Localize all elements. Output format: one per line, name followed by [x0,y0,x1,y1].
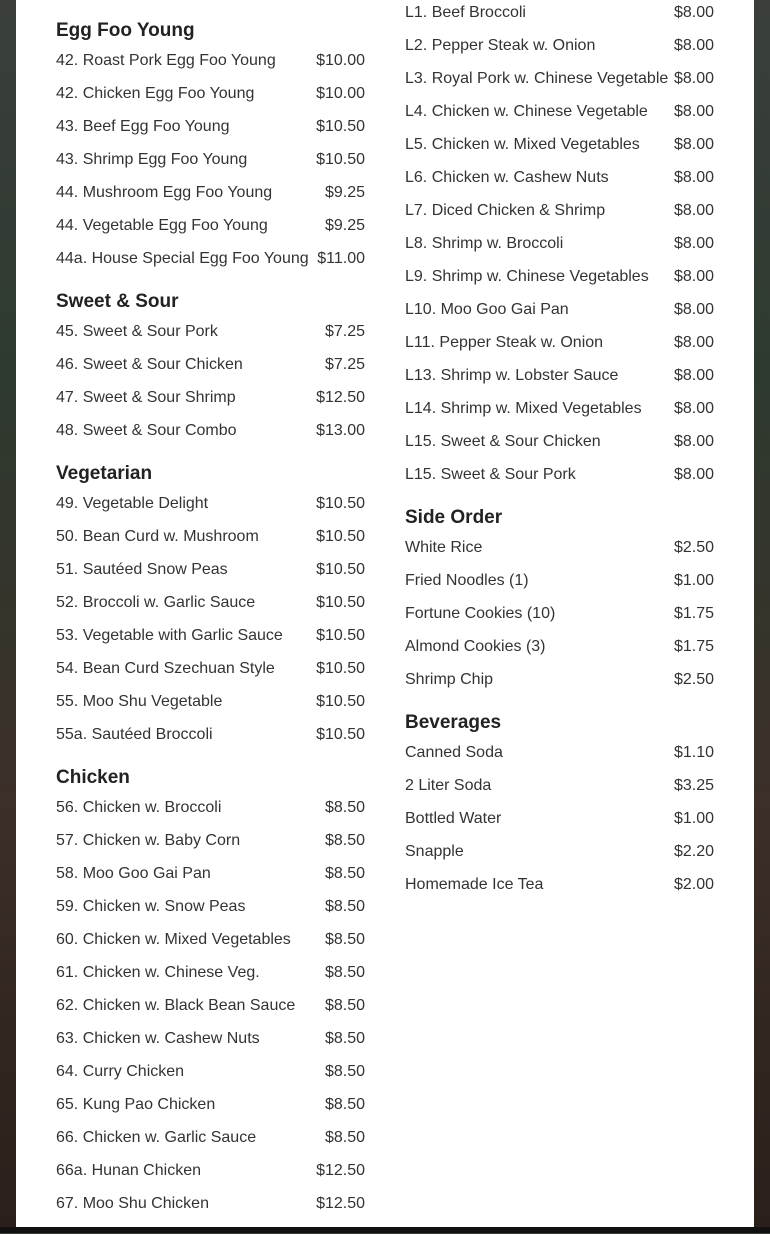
menu-item [56,315,365,348]
menu-item-name: 53. Vegetable with Garlic Sauce [56,626,283,644]
menu-item-price: $10.00 [316,51,365,69]
menu-item [56,110,365,143]
menu-item-price: $10.50 [316,725,365,743]
menu-item-name: L3. Royal Pork w. Chinese Vegetable [405,69,669,87]
menu-item-name: Fried Noodles (1) [405,571,529,589]
menu-item-name: 64. Curry Chicken [56,1062,185,1080]
menu-item-name: L14. Shrimp w. Mixed Vegetables [405,399,642,417]
menu-item [56,824,365,857]
menu-item [405,293,714,326]
menu-item-price: $8.00 [673,102,714,120]
menu-item [56,242,365,275]
menu-item [405,868,714,901]
menu-item [405,630,714,663]
menu-item-name: Fortune Cookies (10) [405,604,556,622]
menu-item [56,685,365,718]
menu-item-name: 44a. House Special Egg Foo Young [56,249,309,267]
menu-item-name: 61. Chicken w. Chinese Veg. [56,963,260,981]
menu-item [405,227,714,260]
menu-item-price: $8.50 [324,1029,365,1047]
menu-item-name: 50. Bean Curd w. Mushroom [56,527,259,545]
menu-item [405,564,714,597]
menu-item-price: $8.00 [673,168,714,186]
menu-item-name: L6. Chicken w. Cashew Nuts [405,168,609,186]
menu-item-price: $10.50 [316,560,365,578]
menu-item [56,586,365,619]
menu-item-price: $8.00 [673,3,714,21]
menu-item-price: $3.25 [673,776,714,794]
menu-item-price: $9.25 [324,183,365,201]
menu-item-name: L13. Shrimp w. Lobster Sauce [405,366,619,384]
menu-item-price: $8.50 [324,930,365,948]
menu-item-price: $8.00 [673,366,714,384]
menu-item-price: $10.50 [316,626,365,644]
menu-item [56,1154,365,1187]
menu-item-price: $11.00 [317,249,365,267]
menu-item [405,128,714,161]
menu-item-price: $1.00 [673,809,714,827]
menu-item [56,619,365,652]
menu-item-name: 48. Sweet & Sour Combo [56,421,237,439]
menu-item-price: $9.25 [324,216,365,234]
menu-item-price: $12.50 [316,388,365,406]
menu-item-name: L1. Beef Broccoli [405,3,526,21]
menu-item [405,663,714,696]
menu-item-name: 60. Chicken w. Mixed Vegetables [56,930,291,948]
menu-item [56,923,365,956]
menu-item-price: $8.00 [673,300,714,318]
menu-item-price: $8.00 [673,234,714,252]
menu-item [56,381,365,414]
menu-item-price: $8.00 [673,135,714,153]
menu-item [405,62,714,95]
menu-item [405,425,714,458]
menu-item-price: $8.00 [673,399,714,417]
menu-item [56,718,365,751]
menu-item-name: L2. Pepper Steak w. Onion [405,36,596,54]
menu-item-name: Homemade Ice Tea [405,875,544,893]
menu-item-name: 56. Chicken w. Broccoli [56,798,222,816]
menu-item-price: $10.50 [316,494,365,512]
menu-item-name: 51. Sautéed Snow Peas [56,560,228,578]
menu-column-right [405,0,714,915]
menu-item [405,29,714,62]
menu-item-price: $8.50 [324,1128,365,1146]
menu-item-name: 66a. Hunan Chicken [56,1161,201,1179]
menu-item-name: 66. Chicken w. Garlic Sauce [56,1128,257,1146]
menu-item-price: $1.75 [673,604,714,622]
menu-item [56,520,365,553]
menu-item-price: $8.00 [673,201,714,219]
menu-item [405,0,714,29]
menu-item-name: Bottled Water [405,809,502,827]
menu-section-egg-foo-young [56,18,365,275]
menu-item-name: 44. Mushroom Egg Foo Young [56,183,273,201]
menu-item-name: 2 Liter Soda [405,776,492,794]
menu-item-name: 58. Moo Goo Gai Pan [56,864,211,882]
menu-item-price: $1.00 [673,571,714,589]
menu-item-name: 43. Shrimp Egg Foo Young [56,150,248,168]
menu-item-name: 43. Beef Egg Foo Young [56,117,230,135]
menu-item-name: L9. Shrimp w. Chinese Vegetables [405,267,649,285]
menu-item-price: $10.50 [316,593,365,611]
menu-item [405,458,714,491]
menu-item-name: Canned Soda [405,743,503,761]
menu-item [405,769,714,802]
menu-item-name: L8. Shrimp w. Broccoli [405,234,564,252]
menu-item [56,1187,365,1220]
menu-item [56,487,365,520]
menu-item [56,553,365,586]
menu-item-name: 55a. Sautéed Broccoli [56,725,213,743]
menu-item-price: $8.50 [324,864,365,882]
menu-item [56,956,365,989]
menu-item-price: $8.00 [673,333,714,351]
menu-item [405,161,714,194]
menu-item-price: $10.50 [316,150,365,168]
menu-item-name: L15. Sweet & Sour Chicken [405,432,601,450]
menu-item [405,597,714,630]
menu-item [56,414,365,447]
menu-section-sweet-sour [56,289,365,447]
menu-item-name: L4. Chicken w. Chinese Vegetable [405,102,648,120]
menu-item-name: L11. Pepper Steak w. Onion [405,333,604,351]
menu-item-price: $10.50 [316,117,365,135]
section-heading: Sweet & Sour [56,291,179,312]
menu-section-chicken [56,765,365,1220]
menu-item-price: $7.25 [324,355,365,373]
menu-item-name: 49. Vegetable Delight [56,494,209,512]
menu-item-price: $8.50 [324,1095,365,1113]
section-heading: Vegetarian [56,463,153,484]
menu-item-price: $8.00 [673,267,714,285]
menu-item-price: $8.00 [673,465,714,483]
menu-item-name: 63. Chicken w. Cashew Nuts [56,1029,260,1047]
menu-item-price: $8.50 [324,996,365,1014]
menu-item [56,1088,365,1121]
menu-item-price: $1.75 [673,637,714,655]
menu-item-price: $1.10 [673,743,714,761]
menu-item [405,802,714,835]
menu-item-price: $2.50 [673,538,714,556]
menu-section-beverages [405,710,714,901]
menu-item-name: 54. Bean Curd Szechuan Style [56,659,275,677]
section-heading: Chicken [56,767,130,788]
menu-item-name: 44. Vegetable Egg Foo Young [56,216,268,234]
menu-item [56,1022,365,1055]
menu-item [56,77,365,110]
menu-item-name: L7. Diced Chicken & Shrimp [405,201,606,219]
menu-item-name: 65. Kung Pao Chicken [56,1095,216,1113]
menu-item-name: 47. Sweet & Sour Shrimp [56,388,236,406]
menu-item-name: 59. Chicken w. Snow Peas [56,897,246,915]
menu-item-name: 52. Broccoli w. Garlic Sauce [56,593,256,611]
menu-item-name: L15. Sweet & Sour Pork [405,465,576,483]
page-bottom-border [0,1227,770,1233]
section-heading: Egg Foo Young [56,20,195,41]
menu-item-price: $2.00 [673,875,714,893]
menu-card [16,0,754,1227]
menu-item-price: $13.00 [316,421,365,439]
menu-section-vegetarian [56,461,365,751]
menu-item-price: $12.50 [316,1194,365,1212]
menu-section-side-order [405,505,714,696]
menu-item-name: Snapple [405,842,464,860]
menu-item [56,209,365,242]
menu-item [56,890,365,923]
menu-item [56,1055,365,1088]
menu-item-name: Shrimp Chip [405,670,494,688]
menu-item-price: $12.50 [316,1161,365,1179]
menu-item-name: Almond Cookies (3) [405,637,546,655]
menu-item-name: 57. Chicken w. Baby Corn [56,831,241,849]
menu-item-price: $8.00 [673,432,714,450]
menu-item-price: $8.50 [324,798,365,816]
menu-item-name: 67. Moo Shu Chicken [56,1194,209,1212]
menu-item-price: $8.50 [324,1062,365,1080]
menu-item-name: 46. Sweet & Sour Chicken [56,355,243,373]
menu-item-price: $8.50 [324,897,365,915]
menu-item-name: L10. Moo Goo Gai Pan [405,300,569,318]
section-heading: Beverages [405,712,502,733]
menu-item [56,791,365,824]
menu-item [405,194,714,227]
menu-item-name: 55. Moo Shu Vegetable [56,692,223,710]
menu-item-name: 45. Sweet & Sour Pork [56,322,218,340]
menu-item-price: $2.20 [673,842,714,860]
menu-item-price: $8.00 [673,36,714,54]
menu-item [56,143,365,176]
menu-item [56,176,365,209]
menu-item-price: $10.50 [316,659,365,677]
menu-item [56,857,365,890]
menu-item-name: L5. Chicken w. Mixed Vegetables [405,135,640,153]
menu-item [405,359,714,392]
menu-item [56,44,365,77]
menu-item-price: $8.50 [324,963,365,981]
menu-item [56,652,365,685]
menu-item-price: $8.00 [673,69,714,87]
menu-item [405,260,714,293]
menu-item-name: 42. Roast Pork Egg Foo Young [56,51,276,69]
menu-item-price: $10.50 [316,527,365,545]
menu-item-price: $7.25 [324,322,365,340]
menu-item [56,1121,365,1154]
menu-column-left [56,18,365,1234]
menu-item-price: $8.50 [324,831,365,849]
menu-item [405,392,714,425]
menu-section-lunch-specials [405,0,714,491]
menu-item [405,835,714,868]
menu-item [405,95,714,128]
menu-item [56,989,365,1022]
menu-item [405,736,714,769]
menu-item-name: 62. Chicken w. Black Bean Sauce [56,996,296,1014]
menu-item [405,531,714,564]
menu-item-price: $10.50 [316,692,365,710]
menu-item-price: $10.00 [316,84,365,102]
menu-item-name: 42. Chicken Egg Foo Young [56,84,255,102]
menu-item [56,348,365,381]
section-heading: Side Order [405,507,503,528]
menu-item-price: $2.50 [673,670,714,688]
menu-item [405,326,714,359]
menu-item-name: White Rice [405,538,483,556]
